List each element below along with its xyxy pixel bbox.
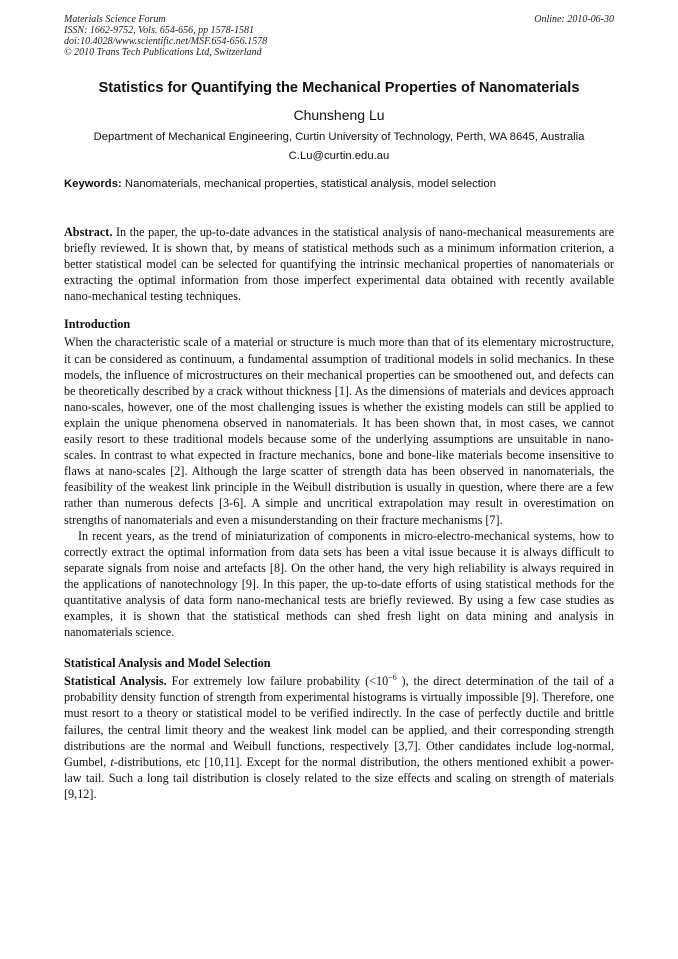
introduction-heading: Introduction bbox=[64, 317, 131, 332]
statistical-text-a: For extremely low failure probability (<10 bbox=[166, 674, 389, 689]
statistical-analysis-paragraph bbox=[64, 673, 614, 802]
exponent: −6 bbox=[388, 673, 397, 683]
author-email[interactable]: C.Lu@curtin.edu.au bbox=[288, 150, 390, 162]
keywords-text: Nanomaterials, mechanical properties, statistical analysis, model selection bbox=[121, 178, 496, 190]
abstract bbox=[64, 224, 614, 304]
issn-line: ISSN: 1662-9752, Vols. 654-656, pp 1578-1581 bbox=[64, 25, 254, 36]
paper-page bbox=[64, 14, 614, 802]
paper-title: Statistics for Quantifying the Mechanical Properties of Nanomaterials bbox=[98, 80, 580, 96]
statistical-text-b: ), the direct determination of the tail of a probability density function of strength from experimental histograms is virtually impossible [9]. Therefore, one must resort to a theory or statistical model to be verified indirectly. In the case of perfectly ductile and brittle failures, the central limit theory and the weakest link model can be applied, and their corresponding strength distributions are the normal and Weibull functions, respectively [3,7]. Other candidates include log-normal, Gumbel, bbox=[64, 674, 614, 769]
doi-line[interactable]: doi:10.4028/www.scientific.net/MSF.654-656.1578 bbox=[64, 36, 268, 47]
statistical-analysis-label: Statistical Analysis. bbox=[64, 674, 167, 689]
t-italic: t bbox=[110, 754, 114, 769]
abstract-text: In the paper, the up-to-date advances in the statistical analysis of nano-mechanical measurements are briefly reviewed. It is shown that, by means of statistical methods such as a minimum information criterion, a better statistical model can be selected for quantifying the intrinsic mechanical properties of nanomaterials or extracting the optimal information from those imperfect experimental data obtained with recently available nano-mechanical testing techniques. bbox=[64, 225, 614, 304]
journal-name: Materials Science Forum bbox=[64, 14, 166, 25]
introduction-paragraph-1: When the characteristic scale of a material or structure is much more than that of its elementary microstructure, it can be considered as continuum, a fundamental assumption of traditional models in solid mechanics. In these models, the influence of microstructures on their mechanical properties can be smoothened out, and defects can be theoretically described by a crack without thickness [1]. As the dimensions of materials and devices approach nano-scales, however, one of the most challenging issues is whether the existing models can still be applied to explain the unique phenomena observed in nanomaterials. It has been shown that, in most cases, we cannot easily resort to these traditional models because some of the underlying assumptions are unsuitable in nano-scales. In contrast to what expected in fracture mechanics, bone and bone-like materials become insensitive to flaws at nano-scales [2]. Although the large scatter of strength data has been observed in nanomaterials, the feasibility of the weakest link principle in the Weibull distribution is usually in question, where there are a few rather than numerous defects [3-6]. A simple and uncritical extrapolation may result in overestimation on strengths of nanomaterials and even a misunderstanding on their fracture mechanisms [7]. bbox=[64, 335, 614, 527]
journal-header bbox=[64, 14, 614, 58]
abstract-label: Abstract. bbox=[64, 225, 113, 239]
statistical-text-c: -distributions, etc [10,11]. Except for the normal distribution, the others mentioned exhibit a power-law tail. Such a long tail distribution is closely related to the size effects and scaling on strength of materials [9,12]. bbox=[64, 754, 614, 801]
introduction-paragraph-2: In recent years, as the trend of miniaturization of components in micro-electro-mechanical systems, how to correctly extract the optimal information from data sets has been a vital issue because it is always difficult to separate signals from noise and artefacts [8]. On the other hand, the very high reliability is always required in the applications of nanotechnology [9]. In this paper, the up-to-date efforts of using statistical methods for the quantitative analysis of data form nano-mechanical tests are briefly reviewed. By using a few case studies as examples, it is shown that the statistical methods can shed fresh light on data mining and analysis in nanomaterials science. bbox=[64, 528, 614, 640]
author-name: Chunsheng Lu bbox=[293, 107, 385, 123]
online-date: Online: 2010-06-30 bbox=[534, 14, 614, 25]
keywords-label: Keywords: bbox=[64, 178, 122, 190]
author-affiliation: Department of Mechanical Engineering, Curtin University of Technology, Perth, WA 8645, Australia bbox=[93, 131, 585, 143]
keywords bbox=[64, 178, 614, 190]
copyright-line: © 2010 Trans Tech Publications Ltd, Switzerland bbox=[64, 47, 262, 58]
statistical-analysis-heading: Statistical Analysis and Model Selection bbox=[64, 656, 271, 671]
